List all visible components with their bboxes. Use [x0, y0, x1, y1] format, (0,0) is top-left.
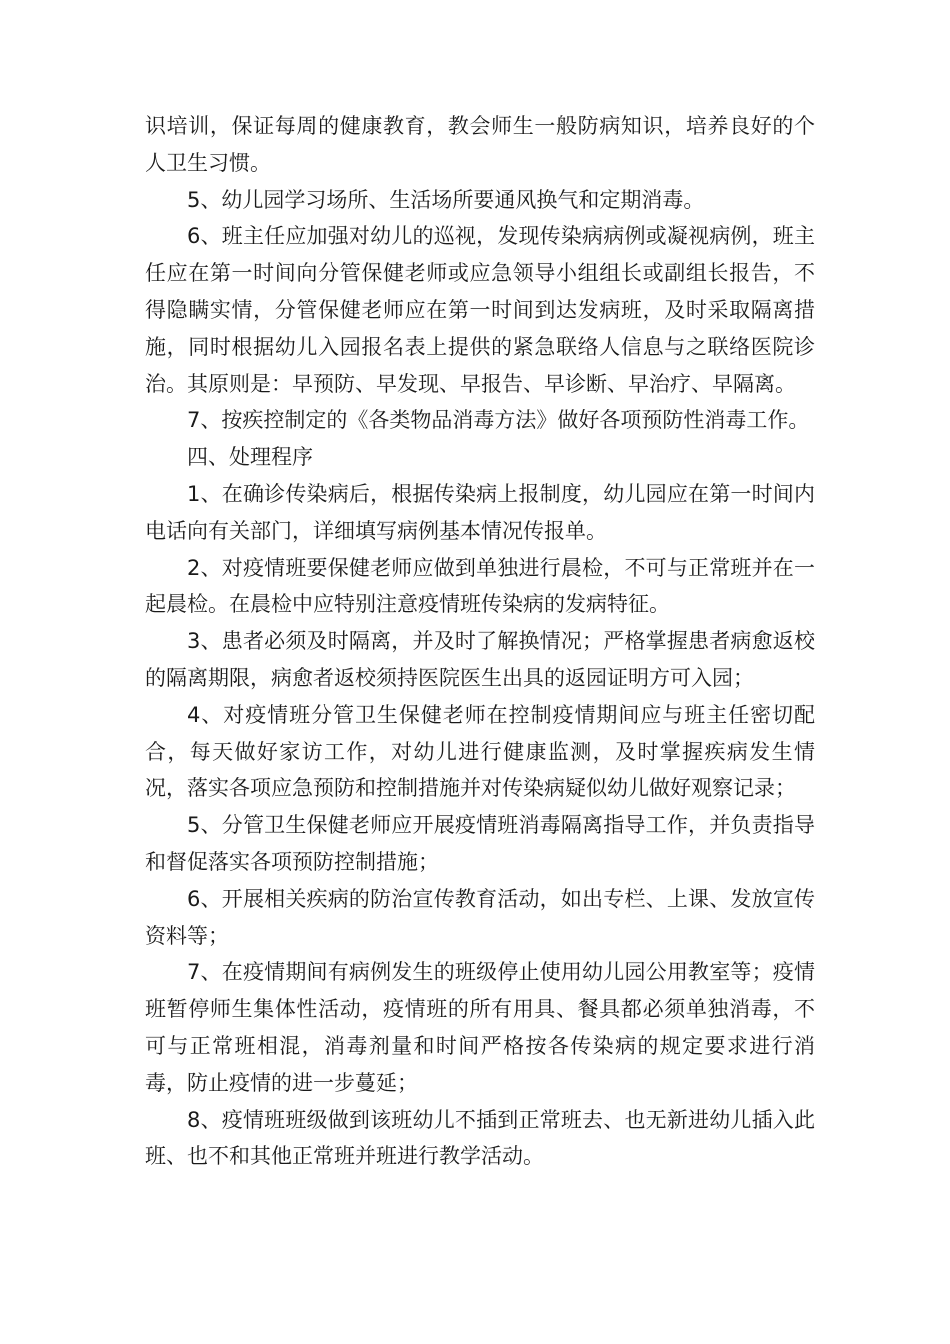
paragraph-item-5-ventilation: 5、幼儿园学习场所、生活场所要通风换气和定期消毒。 [187, 187, 705, 212]
paragraph-step-6-education: 6、开展相关疾病的防治宣传教育活动，如出专栏、上课、发放宣传资料等； [145, 886, 815, 948]
paragraph-item-7-disinfection: 7、按疾控制定的《各类物品消毒方法》做好各项预防性消毒工作。 [187, 408, 810, 433]
paragraph-step-3-isolation: 3、患者必须及时隔离，并及时了解换情况；严格掌握患者病愈返校的隔离期限，病愈者返校须持医院医生出具的返园证明方可入园； [145, 629, 815, 690]
section-heading-procedure: 四、处理程序 [187, 445, 313, 470]
paragraph-step-7-suspension: 7、在疫情期间有病例发生的班级停止使用幼儿园公用教室等；疫情班暂停师生集体性活动，疫情班的所有用具、餐具都必须单独消毒，不可与正常班相混，消毒剂量和时间严格按各传染病的规定要求进行消毒，防止疫情的进一步蔓延； [145, 960, 815, 1095]
paragraph-step-2-morning-check: 2、对疫情班要保健老师应做到单独进行晨检，不可与正常班并在一起晨检。在晨检中应特别注意疫情班传染病的发病特征。 [145, 555, 815, 617]
paragraph-continuation: 识培训，保证每周的健康教育，教会师生一般防病知识，培养良好的个人卫生习惯。 [145, 114, 815, 175]
paragraph-step-4-monitoring: 4、对疫情班分管卫生保健老师在控制疫情期间应与班主任密切配合，每天做好家访工作，对幼儿进行健康监测，及时掌握疾病发生情况，落实各项应急预防和控制措施并对传染病疑似幼儿做好观察记录； [145, 702, 815, 801]
document-body [145, 108, 815, 1175]
paragraph-step-5-guidance: 5、分管卫生保健老师应开展疫情班消毒隔离指导工作，并负责指导和督促落实各项预防控制措施； [145, 813, 815, 874]
paragraph-step-8-class-separation: 8、疫情班班级做到该班幼儿不插到正常班去、也无新进幼儿插入此班、也不和其他正常班并班进行教学活动。 [145, 1107, 815, 1169]
paragraph-item-6-inspection: 6、班主任应加强对幼儿的巡视，发现传染病病例或凝视病例，班主任应在第一时间向分管保健老师或应急领导小组组长或副组长报告，不得隐瞒实情，分管保健老师应在第一时间到达发病班，及时采取隔离措施，同时根据幼儿入园报名表上提供的紧急联络人信息与之联络医院诊治。其原则是：早预防、早发现、早报告、早诊断、早治疗、早隔离。 [145, 224, 815, 396]
paragraph-step-1-report: 1、在确诊传染病后，根据传染病上报制度，幼儿园应在第一时间内电话向有关部门，详细填写病例基本情况传报单。 [145, 481, 815, 543]
